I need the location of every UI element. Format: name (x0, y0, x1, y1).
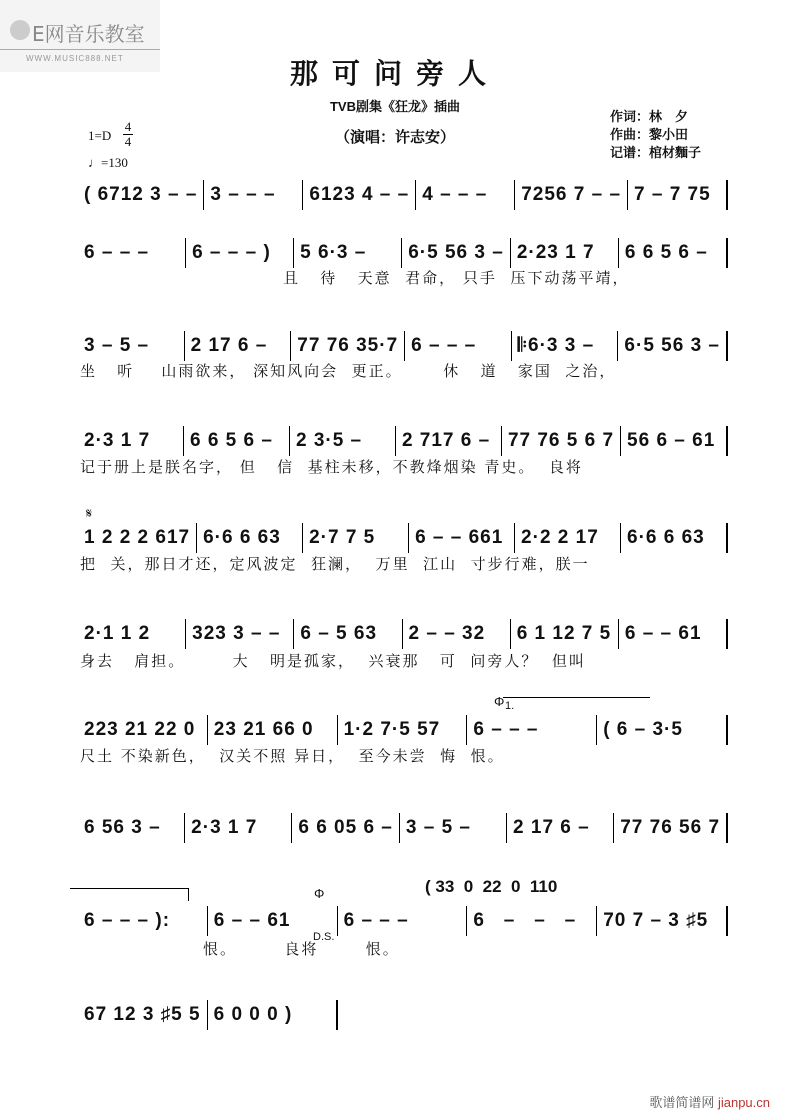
measure: 223 21 22 0 (78, 715, 208, 745)
measure: 6 – – – (467, 906, 597, 936)
measure: 77 76 35·7 (291, 331, 405, 361)
volta-bracket (503, 697, 650, 698)
measure: 2 – – 32 (403, 619, 511, 649)
footer-text: 歌谱简谱网 (649, 1095, 715, 1110)
measure: 23 21 66 0 (208, 715, 338, 745)
measure: 7256 7 – – (515, 180, 628, 210)
measure: 6 0 0 0 ) (208, 1000, 338, 1030)
measure: 2 17 6 – (507, 813, 614, 843)
measure: 6 – – – (338, 906, 468, 936)
coda-icon: Φ (494, 694, 505, 709)
measure: 6·5 56 3 – (402, 238, 511, 268)
score-line (78, 619, 728, 649)
measure: 2 717 6 – (396, 426, 502, 456)
coda-icon-2: Φ (314, 886, 325, 901)
score-line (78, 180, 728, 210)
footer-watermark (649, 1092, 770, 1111)
fill-phrase: ( 33 0 22 0 110 (425, 877, 558, 896)
measure: 2·3 1 7 (185, 813, 292, 843)
measure: 6 – – – (78, 238, 186, 268)
measure: 6 – – 661 (409, 523, 515, 553)
measure: ( 6712 3 – – (78, 180, 204, 210)
measure: 2·23 1 7 (511, 238, 619, 268)
score-line (78, 523, 728, 553)
measure: 6·6 6 63 (621, 523, 728, 553)
credits (610, 108, 701, 162)
measure: 1·2 7·5 57 (338, 715, 468, 745)
measure: 323 3 – – (186, 619, 294, 649)
measure: 6 – – 61 (208, 906, 338, 936)
transcriber: 记谱：棺材麵子 (610, 145, 702, 160)
divider (0, 49, 160, 50)
score-line (78, 238, 728, 268)
lyrics-line: 身去 肩担。 大 明是孤家， 兴衰那 可 问旁人？ 但叫 (80, 652, 586, 670)
measure: 77 76 56 7 (614, 813, 728, 843)
measure: 6 – – 61 (619, 619, 728, 649)
tempo: ♩=130 (88, 155, 128, 170)
measure: 67 12 3 ♯5 5 (78, 1000, 208, 1030)
measure: 6·6 6 63 (197, 523, 303, 553)
volta-bracket-end (70, 888, 189, 901)
score-line (78, 906, 728, 936)
song-title: 那可问旁人 (289, 57, 500, 90)
time-bottom: 4 (124, 134, 132, 149)
lyrics-line: 尺土 不染新色， 汉关不照 异日， 至今未尝 悔 恨。 (80, 747, 505, 765)
measure: 2·1 1 2 (78, 619, 186, 649)
measure: 6 – – – (467, 715, 597, 745)
measure: 2 17 6 – (185, 331, 292, 361)
footer-site: jianpu.cn (717, 1095, 770, 1110)
measure: 2·7 7 5 (303, 523, 409, 553)
measure: 6 – – – ): (78, 906, 208, 936)
song-subtitle: TVB剧集《狂龙》插曲 (329, 99, 460, 114)
logo-text: E网音乐教室 (32, 22, 145, 46)
singer: （演唱：许志安） (334, 129, 455, 146)
volta-label: 1. (505, 700, 515, 712)
measure: 5 6·3 – (294, 238, 402, 268)
measure: 6 – – – ) (186, 238, 294, 268)
measure: 2·2 2 17 (515, 523, 621, 553)
measure: 77 76 5 6 7 (502, 426, 621, 456)
measure: 7 – 7 75 (628, 180, 728, 210)
measure: 6 56 3 – (78, 813, 185, 843)
lyricist: 作词：林 夕 (610, 109, 689, 124)
measure: 6 1 12 7 5 (511, 619, 619, 649)
ds-label: D.S. (313, 931, 335, 943)
measure: 6 6 5 6 – (619, 238, 728, 268)
logo-icon (10, 20, 30, 40)
measure: 70 7 – 3 ♯5 (597, 906, 728, 936)
lyrics-line: 恨。 良将 恨。 (203, 940, 400, 958)
measure: 56 6 – 61 (621, 426, 728, 456)
score-line (78, 426, 728, 456)
time-top: 4 (124, 119, 132, 134)
logo-url: WWW.MUSIC888.NET (26, 54, 124, 63)
measure: 3 – 5 – (78, 331, 185, 361)
measure: 6123 4 – – (303, 180, 416, 210)
measure: 𝄆6·3 3 – (512, 331, 619, 361)
measure: 6 – – – (405, 331, 512, 361)
measure: 6·5 56 3 – (618, 331, 728, 361)
lyrics-line: 坐 听 山雨欲来， 深知风向会 更正。 休 道 家国 之治， (80, 362, 617, 380)
measure: 6 6 5 6 – (184, 426, 290, 456)
measure: 1 2 2 2 617 (78, 523, 197, 553)
measure: 3 – – – (204, 180, 303, 210)
score-line (78, 813, 728, 843)
lyrics-line: 记于册上是朕名字， 但 信 基柱未移，不教烽烟染 青史。 良将 (80, 458, 583, 476)
lyrics-line: 且 待 天意 君命， 只手 压下动荡平靖， (283, 269, 630, 287)
measure: 3 – 5 – (400, 813, 507, 843)
key-signature: 1=D (88, 128, 112, 143)
measure: 4 – – – (416, 180, 515, 210)
score-line (78, 1000, 338, 1030)
lyrics-line: 把 关，那日才还，定风波定 狂澜， 万里 江山 寸步行难，朕一 (80, 555, 590, 573)
measure: ( 6 – 3·5 (597, 715, 728, 745)
score-line (78, 331, 728, 361)
measure: 2·3 1 7 (78, 426, 184, 456)
composer: 作曲：黎小田 (610, 127, 689, 142)
measure: 6 – 5 63 (294, 619, 402, 649)
time-signature (123, 120, 133, 149)
measure: 6 6 05 6 – (292, 813, 400, 843)
segno-icon: 𝄋 (86, 505, 93, 521)
measure: 2 3·5 – (290, 426, 396, 456)
score-line (78, 715, 728, 745)
